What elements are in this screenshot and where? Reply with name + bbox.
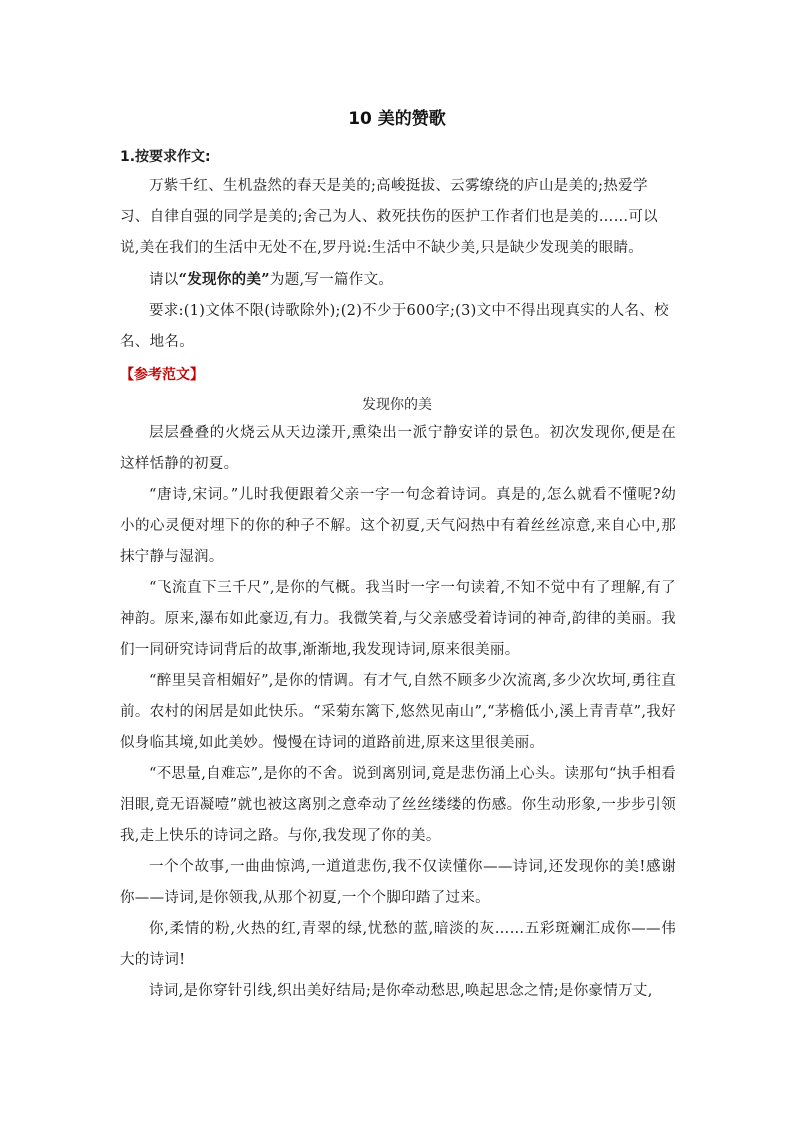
- prompt-paragraph-1: 万紫千红、生机盎然的春天是美的;高峻挺拔、云雾缭绕的庐山是美的;热爱学习、自律自强的同学是美的;舍己为人、救死扶伤的医护工作者们也是美的……可以说,美在我们的生活中无处不在,罗丹说:生活中不缺少美,只是缺少发现美的眼睛。: [120, 178, 658, 256]
- essay-paragraph: 诗词,是你穿针引线,织出美好结局;是你牵动愁思,唤起思念之情;是你豪情万丈,: [149, 983, 653, 999]
- essay-paragraph: 一个个故事,一曲曲惊鸿,一道道悲伤,我不仅读懂你——诗词,还发现你的美!感谢你——诗词,是你领我,从那个初夏,一个个脚印踏了过来。: [120, 859, 676, 906]
- prompt-paragraph-2: [120, 264, 676, 296]
- essay-paragraph: 层层叠叠的火烧云从天边漾开,熏染出一派宁静安详的景色。初次发现你,便是在这样恬静的初夏。: [120, 425, 676, 472]
- prompt-requirements: 要求:(1)文体不限(诗歌除外);(2)不少于600字;(3)文中不得出现真实的人名、校名、地名。: [120, 303, 669, 350]
- reference-label: 【参考范文】: [120, 367, 204, 383]
- essay-body: [120, 418, 676, 1007]
- essay-title: 发现你的美: [362, 397, 432, 413]
- prompt-suffix: 为题,写一篇作文。: [269, 272, 394, 288]
- prompt-prefix: 请以: [149, 272, 179, 288]
- essay-paragraph: “醉里吴音相媚好”,是你的情调。有才气,自然不顾多少次流离,多少次坎坷,勇往直前。农村的闲居是如此快乐。“采菊东篱下,悠然见南山”,“茅檐低小,溪上青青草”,我好似身临其境,如此美妙。慢慢在诗词的道路前进,原来这里很美丽。: [120, 673, 676, 751]
- prompt-topic: “发现你的美”: [178, 271, 270, 288]
- essay-paragraph: “唐诗,宋词。”儿时我便跟着父亲一字一句念着诗词。真是的,怎么就看不懂呢?幼小的心灵便对埋下的你的种子不解。这个初夏,天气闷热中有着丝丝凉意,来自心中,那抹宁静与湿润。: [120, 487, 676, 565]
- essay-paragraph: 你,柔情的粉,火热的红,青翠的绿,忧愁的蓝,暗淡的灰……五彩斑斓汇成你——伟大的诗词!: [120, 921, 676, 968]
- prompt-block: [120, 171, 676, 358]
- question-heading: 1.按要求作文:: [120, 149, 211, 165]
- essay-paragraph: “飞流直下三千尺”,是你的气概。我当时一字一句读着,不知不觉中有了理解,有了神韵。原来,瀑布如此豪迈,有力。我微笑着,与父亲感受着诗词的神奇,韵律的美丽。我们一同研究诗词背后的故事,渐渐地,我发现诗词,原来很美丽。: [120, 580, 676, 658]
- essay-paragraph: “不思量,自难忘”,是你的不舍。说到离别词,竟是悲伤涌上心头。读那句“执手相看泪眼,竟无语凝噎”就也被这离别之意牵动了丝丝缕缕的伤感。你生动形象,一步步引领我,走上快乐的诗词之路。与你,我发现了你的美。: [120, 766, 676, 844]
- page-title: 10 美的赞歌: [348, 109, 446, 129]
